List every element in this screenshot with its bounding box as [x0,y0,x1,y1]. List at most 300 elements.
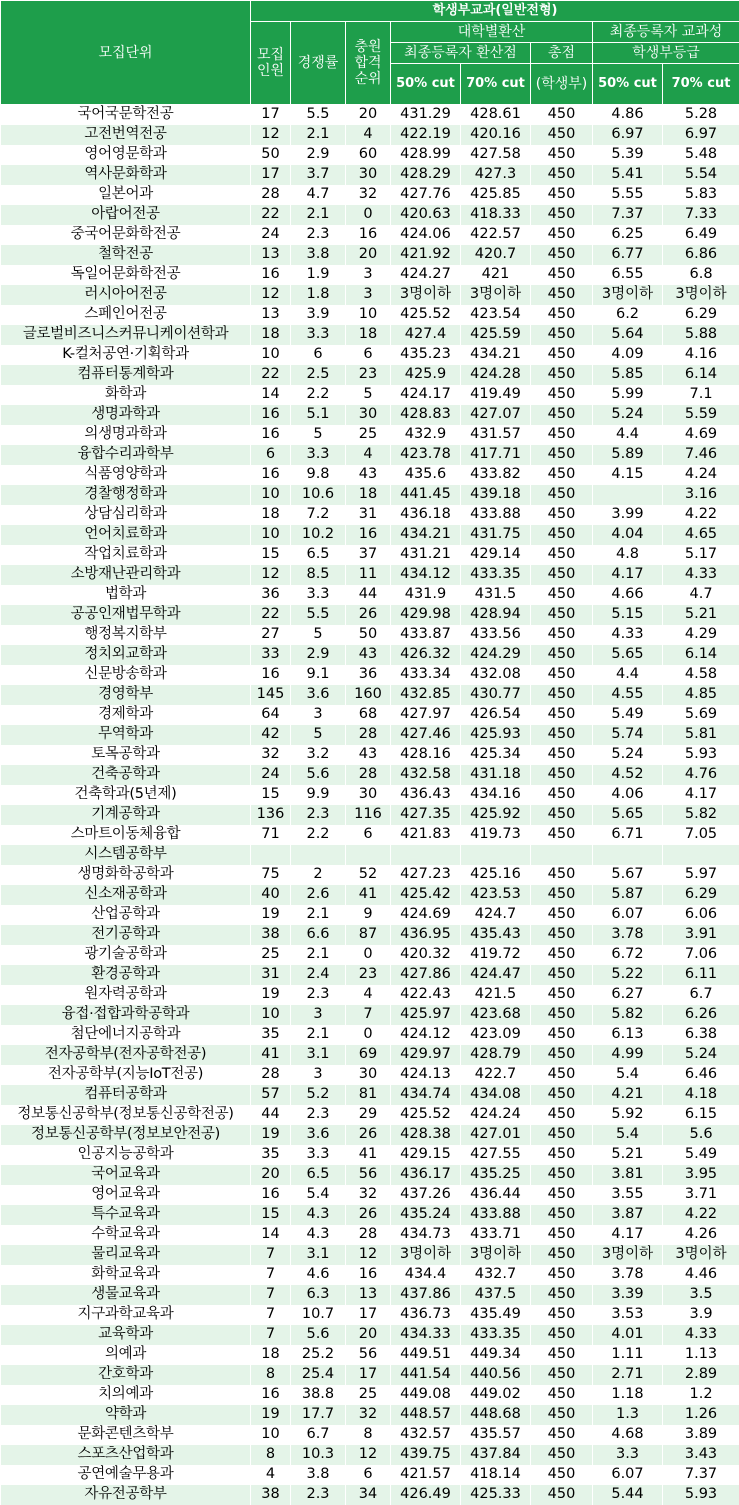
table-row [1,1045,739,1065]
table-row [1,105,739,125]
conv70-cell: 422.57 [461,225,531,245]
grade50-cell: 5.67 [593,865,663,885]
unit-cell: 컴퓨터통계학과 [1,365,251,385]
extra-cell: 7 [346,1005,391,1025]
conv50-cell: 424.13 [391,1065,461,1085]
rate-cell: 9.8 [291,465,346,485]
unit-cell: 건축학과(5년제) [1,785,251,805]
grade70-cell: 5.97 [663,865,739,885]
extra-cell: 17 [346,1305,391,1325]
conv50-cell: 429.97 [391,1045,461,1065]
grade70-cell: 4.58 [663,665,739,685]
grade50-cell: 5.15 [593,605,663,625]
extra-cell: 25 [346,1385,391,1405]
quota-cell: 24 [251,765,291,785]
total-cell: 450 [531,785,593,805]
grade50-cell: 4.21 [593,1085,663,1105]
grade50-cell: 4.86 [593,105,663,125]
grade70-cell: 4.18 [663,1085,739,1105]
unit-cell: 첨단에너지공학과 [1,1025,251,1045]
conv50-cell: 425.42 [391,885,461,905]
total-cell: 450 [531,185,593,205]
grade50-cell: 7.37 [593,205,663,225]
unit-cell: 의생명과학과 [1,425,251,445]
grade50-cell: 2.71 [593,1365,663,1385]
table-row [1,1065,739,1085]
grade50-cell: 4.4 [593,665,663,685]
rate-cell: 2.3 [291,805,346,825]
total-cell: 450 [531,405,593,425]
extra-cell: 23 [346,965,391,985]
grade70-cell: 1.2 [663,1385,739,1405]
conv70-cell: 428.94 [461,605,531,625]
extra-cell: 43 [346,645,391,665]
unit-cell: 전기공학과 [1,925,251,945]
conv50-cell: 428.38 [391,1125,461,1145]
header-final-grade-title: 최종등록자 교과성 [593,22,739,43]
conv70-cell: 425.33 [461,1485,531,1505]
total-cell: 450 [531,585,593,605]
total-cell: 450 [531,725,593,745]
rate-cell: 8.5 [291,565,346,585]
unit-cell: 스포츠산업학과 [1,1445,251,1465]
unit-cell: 지구과학교육과 [1,1305,251,1325]
quota-cell: 7 [251,1265,291,1285]
rate-cell: 2.3 [291,985,346,1005]
quota-cell: 19 [251,905,291,925]
grade50-cell: 6.25 [593,225,663,245]
quota-cell: 7 [251,1285,291,1305]
grade50-cell: 5.74 [593,725,663,745]
total-cell: 450 [531,1365,593,1385]
unit-cell: 경영학부 [1,685,251,705]
conv50-cell: 428.16 [391,745,461,765]
unit-cell: 전자공학부(지능IoT전공) [1,1065,251,1085]
total-cell: 450 [531,1445,593,1465]
extra-cell: 60 [346,145,391,165]
grade70-cell: 6.8 [663,265,739,285]
total-cell: 450 [531,145,593,165]
grade70-cell: 3.9 [663,1305,739,1325]
quota-cell: 27 [251,625,291,645]
conv50-cell: 424.69 [391,905,461,925]
grade50-cell: 6.07 [593,905,663,925]
conv50-cell: 425.97 [391,1005,461,1025]
extra-cell: 6 [346,1465,391,1485]
header-school-grade: 학생부등급 [593,43,739,64]
rate-cell: 10.7 [291,1305,346,1325]
rate-cell: 3.6 [291,1125,346,1145]
extra-cell: 56 [346,1165,391,1185]
rate-cell: 2.3 [291,225,346,245]
grade50-cell: 5.64 [593,325,663,345]
grade50-cell: 6.71 [593,825,663,845]
total-cell: 450 [531,1345,593,1365]
rate-cell: 2.9 [291,645,346,665]
table-row [1,765,739,785]
conv50-cell: 437.26 [391,1185,461,1205]
table-row [1,785,739,805]
extra-cell: 0 [346,945,391,965]
grade70-cell: 4.69 [663,425,739,445]
conv70-cell: 3명이하 [461,285,531,305]
conv50-cell: 432.9 [391,425,461,445]
table-row [1,1145,739,1165]
unit-cell: 상담심리학과 [1,505,251,525]
unit-cell: 경제학과 [1,705,251,725]
header-total-sub: (학생부) [531,64,593,105]
quota-cell: 15 [251,545,291,565]
grade50-cell: 3.78 [593,925,663,945]
conv70-cell: 435.43 [461,925,531,945]
conv50-cell: 428.99 [391,145,461,165]
quota-cell: 44 [251,1105,291,1125]
table-row [1,1345,739,1365]
table-row [1,645,739,665]
extra-cell: 20 [346,245,391,265]
conv70-cell: 433.88 [461,1205,531,1225]
conv70-cell: 421.5 [461,985,531,1005]
conv70-cell: 423.68 [461,1005,531,1025]
conv70-cell: 431.18 [461,765,531,785]
header-cut50: 50% cut [391,64,461,105]
conv50-cell: 449.51 [391,1345,461,1365]
table-row [1,865,739,885]
grade50-cell: 3.99 [593,505,663,525]
conv50-cell: 3명이하 [391,285,461,305]
unit-cell: 수학교육과 [1,1225,251,1245]
conv70-cell: 434.08 [461,1085,531,1105]
quota-cell: 7 [251,1245,291,1265]
unit-cell: 독일어문화학전공 [1,265,251,285]
table-row [1,905,739,925]
quota-cell: 22 [251,365,291,385]
extra-cell: 26 [346,1125,391,1145]
extra-cell: 26 [346,1205,391,1225]
grade50-cell: 3명이하 [593,285,663,305]
conv70-cell: 431.57 [461,425,531,445]
quota-cell: 24 [251,225,291,245]
grade70-cell: 4.16 [663,345,739,365]
grade50-cell: 5.55 [593,185,663,205]
rate-cell: 9.9 [291,785,346,805]
conv70-cell: 431.5 [461,585,531,605]
conv70-cell: 427.07 [461,405,531,425]
unit-cell: 환경공학과 [1,965,251,985]
table-row [1,1185,739,1205]
extra-cell: 160 [346,685,391,705]
table-row [1,545,739,565]
total-cell: 450 [531,825,593,845]
total-cell: 450 [531,385,593,405]
table-row [1,1365,739,1385]
unit-cell: 의예과 [1,1345,251,1365]
unit-cell: 글로벌비즈니스커뮤니케이션학과 [1,325,251,345]
total-cell: 450 [531,465,593,485]
total-cell: 450 [531,545,593,565]
conv70-cell [461,845,531,865]
table-row [1,165,739,185]
total-cell: 450 [531,1225,593,1245]
grade70-cell: 4.65 [663,525,739,545]
rate-cell [291,845,346,865]
header-rate: 경쟁률 [291,22,346,105]
unit-cell: 국어교육과 [1,1165,251,1185]
extra-cell [346,845,391,865]
unit-cell: 작업치료학과 [1,545,251,565]
total-cell: 450 [531,365,593,385]
conv70-cell: 424.24 [461,1105,531,1125]
table-row [1,365,739,385]
grade50-cell: 3.53 [593,1305,663,1325]
quota-cell: 18 [251,325,291,345]
grade70-cell: 4.7 [663,585,739,605]
grade70-cell: 5.28 [663,105,739,125]
unit-cell: 원자력공학과 [1,985,251,1005]
table-row [1,805,739,825]
total-cell [531,845,593,865]
header-final-conv: 최종등록자 환산점 [391,43,531,64]
unit-cell: 공공인재법무학과 [1,605,251,625]
grade70-cell: 6.14 [663,645,739,665]
unit-cell: 특수교육과 [1,1205,251,1225]
header-extra [346,22,391,105]
grade70-cell: 3명이하 [663,285,739,305]
quota-cell: 13 [251,305,291,325]
quota-cell: 22 [251,605,291,625]
total-cell: 450 [531,985,593,1005]
conv70-cell: 427.3 [461,165,531,185]
unit-cell: 영어영문학과 [1,145,251,165]
quota-cell: 31 [251,965,291,985]
rate-cell: 10.3 [291,1445,346,1465]
conv70-cell: 433.71 [461,1225,531,1245]
grade70-cell: 5.49 [663,1145,739,1165]
grade50-cell: 5.99 [593,385,663,405]
quota-cell: 10 [251,1425,291,1445]
grade70-cell: 6.06 [663,905,739,925]
quota-cell: 8 [251,1365,291,1385]
conv50-cell: 432.85 [391,685,461,705]
conv70-cell: 425.85 [461,185,531,205]
rate-cell: 1.9 [291,265,346,285]
grade70-cell: 4.24 [663,465,739,485]
conv50-cell: 434.33 [391,1325,461,1345]
header-quota [251,22,291,105]
extra-cell: 0 [346,205,391,225]
grade70-cell: 4.26 [663,1225,739,1245]
grade70-cell: 6.29 [663,885,739,905]
rate-cell: 9.1 [291,665,346,685]
grade70-cell: 6.15 [663,1105,739,1125]
total-cell: 450 [531,485,593,505]
table-row [1,265,739,285]
rate-cell: 2.5 [291,365,346,385]
conv70-cell: 418.14 [461,1465,531,1485]
grade70-cell: 5.6 [663,1125,739,1145]
grade50-cell: 1.11 [593,1345,663,1365]
quota-cell: 41 [251,1045,291,1065]
extra-cell: 25 [346,425,391,445]
grade70-cell: 7.1 [663,385,739,405]
grade70-cell: 6.11 [663,965,739,985]
quota-cell: 35 [251,1145,291,1165]
conv70-cell: 424.7 [461,905,531,925]
grade50-cell: 4.15 [593,465,663,485]
unit-cell: 생명과학과 [1,405,251,425]
grade50-cell: 4.06 [593,785,663,805]
table-row [1,665,739,685]
grade50-cell: 5.87 [593,885,663,905]
unit-cell: 문화콘텐츠학부 [1,1425,251,1445]
table-row [1,1105,739,1125]
total-cell: 450 [531,885,593,905]
total-cell: 450 [531,1025,593,1045]
table-row [1,1305,739,1325]
conv70-cell: 424.47 [461,965,531,985]
rate-cell: 5.5 [291,105,346,125]
extra-cell: 32 [346,1185,391,1205]
grade70-cell: 3명이하 [663,1245,739,1265]
conv50-cell: 436.17 [391,1165,461,1185]
total-cell: 450 [531,1465,593,1485]
table-row [1,705,739,725]
table-row [1,1205,739,1225]
rate-cell: 6.5 [291,545,346,565]
total-cell: 450 [531,1125,593,1145]
conv70-cell: 435.25 [461,1165,531,1185]
total-cell: 450 [531,1325,593,1345]
conv50-cell: 420.32 [391,945,461,965]
grade50-cell: 4.01 [593,1325,663,1345]
table-row [1,1225,739,1245]
grade50-cell: 4.55 [593,685,663,705]
table-row [1,125,739,145]
conv70-cell: 435.57 [461,1425,531,1445]
rate-cell: 3.8 [291,245,346,265]
conv50-cell: 435.6 [391,465,461,485]
conv70-cell: 433.88 [461,505,531,525]
grade70-cell: 4.22 [663,1205,739,1225]
grade70-cell: 5.48 [663,145,739,165]
total-cell: 450 [531,225,593,245]
extra-cell: 23 [346,365,391,385]
grade50-cell: 4.4 [593,425,663,445]
grade70-cell: 4.17 [663,785,739,805]
total-cell: 450 [531,805,593,825]
rate-cell: 2.9 [291,145,346,165]
rate-cell: 4.6 [291,1265,346,1285]
table-row [1,845,739,865]
grade70-cell: 5.81 [663,725,739,745]
conv70-cell: 433.56 [461,625,531,645]
rate-cell: 3.9 [291,305,346,325]
quota-cell: 19 [251,985,291,1005]
total-cell: 450 [531,1425,593,1445]
conv50-cell: 434.73 [391,1225,461,1245]
header-unit: 모집단위 [1,1,251,105]
rate-cell: 5.4 [291,1185,346,1205]
quota-cell: 33 [251,645,291,665]
grade50-cell: 5.49 [593,705,663,725]
total-cell: 450 [531,1485,593,1505]
unit-cell: 식품영양학과 [1,465,251,485]
grade50-cell: 5.44 [593,1485,663,1505]
unit-cell: 산업공학과 [1,905,251,925]
unit-cell: 정보통신공학부(정보통신공학전공) [1,1105,251,1125]
grade70-cell: 7.33 [663,205,739,225]
quota-cell: 17 [251,165,291,185]
conv50-cell: 431.21 [391,545,461,565]
unit-cell: K-컬처공연·기획학과 [1,345,251,365]
rate-cell: 3.3 [291,585,346,605]
conv50-cell: 424.17 [391,385,461,405]
conv50-cell: 425.52 [391,305,461,325]
grade50-cell: 5.24 [593,745,663,765]
conv70-cell: 430.77 [461,685,531,705]
conv50-cell: 434.21 [391,525,461,545]
extra-cell: 32 [346,1405,391,1425]
grade50-cell: 6.97 [593,125,663,145]
conv70-cell: 427.01 [461,1125,531,1145]
table-row [1,285,739,305]
conv50-cell: 420.63 [391,205,461,225]
grade70-cell: 5.69 [663,705,739,725]
conv70-cell: 435.49 [461,1305,531,1325]
conv50-cell: 3명이하 [391,1245,461,1265]
extra-cell: 3 [346,265,391,285]
total-cell: 450 [531,1385,593,1405]
conv50-cell: 434.12 [391,565,461,585]
rate-cell: 5.1 [291,405,346,425]
unit-cell: 스마트이동체융합 [1,825,251,845]
quota-cell: 13 [251,245,291,265]
total-cell: 450 [531,1185,593,1205]
conv70-cell: 419.73 [461,825,531,845]
quota-cell: 16 [251,405,291,425]
conv70-cell: 425.92 [461,805,531,825]
grade70-cell: 4.33 [663,1325,739,1345]
total-cell: 450 [531,1265,593,1285]
total-cell: 450 [531,1065,593,1085]
total-cell: 450 [531,1045,593,1065]
total-cell: 450 [531,425,593,445]
quota-cell: 7 [251,1305,291,1325]
unit-cell: 생명화학공학과 [1,865,251,885]
total-cell: 450 [531,945,593,965]
rate-cell: 25.4 [291,1365,346,1385]
header-extra-line2: 합격 [354,55,381,71]
table-row [1,605,739,625]
table-row [1,205,739,225]
extra-cell: 41 [346,1145,391,1165]
extra-cell: 30 [346,1065,391,1085]
grade70-cell: 5.21 [663,605,739,625]
extra-cell: 16 [346,1265,391,1285]
unit-cell: 기계공학과 [1,805,251,825]
rate-cell: 25.2 [291,1345,346,1365]
rate-cell: 2.1 [291,905,346,925]
conv70-cell: 433.35 [461,1325,531,1345]
header-quota-line1: 모집 [257,47,284,63]
grade50-cell: 4.33 [593,625,663,645]
grade50-cell [593,485,663,505]
unit-cell: 화학교육과 [1,1265,251,1285]
quota-cell: 22 [251,205,291,225]
extra-cell: 20 [346,1325,391,1345]
table-row [1,225,739,245]
conv50-cell: 427.35 [391,805,461,825]
